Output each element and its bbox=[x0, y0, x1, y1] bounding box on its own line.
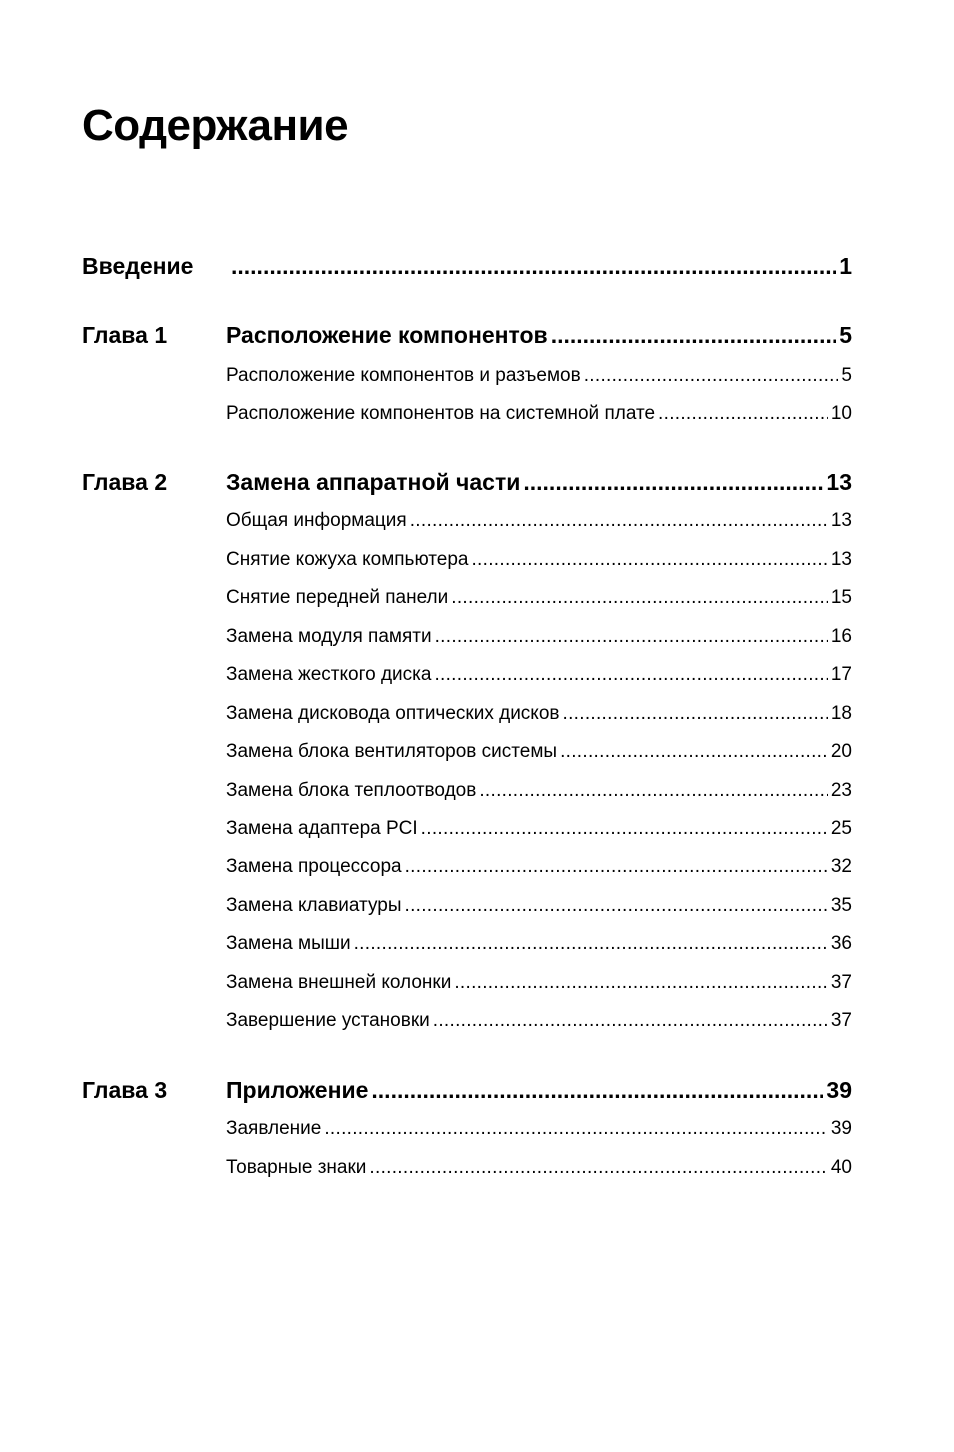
toc-page-number: 32 bbox=[830, 856, 852, 877]
toc-page-number: 40 bbox=[830, 1157, 852, 1178]
toc-chapter-title: Приложение bbox=[226, 1077, 369, 1103]
toc-chapter-entry[interactable] bbox=[226, 467, 852, 497]
toc-section-title: Расположение компонентов и разъемов bbox=[226, 365, 581, 386]
toc-section-entry[interactable] bbox=[226, 778, 852, 804]
toc-section-entry[interactable] bbox=[226, 701, 852, 727]
toc-entry-intro[interactable] bbox=[231, 251, 852, 281]
toc-section-entry[interactable] bbox=[226, 363, 852, 389]
toc-section-title: Замена блока вентиляторов системы bbox=[226, 741, 558, 762]
toc-page-number: 39 bbox=[826, 1077, 852, 1103]
toc-page-number: 5 bbox=[841, 365, 852, 386]
toc-page-number: 17 bbox=[830, 664, 852, 685]
dot-leader bbox=[404, 893, 827, 919]
toc-section-entry[interactable] bbox=[226, 893, 852, 919]
dot-leader bbox=[369, 1155, 827, 1181]
toc-page-number: 25 bbox=[830, 818, 852, 839]
page-title: Содержание bbox=[82, 101, 349, 150]
toc-section-title: Замена мыши bbox=[226, 933, 351, 954]
toc-chapter-entry[interactable] bbox=[226, 320, 852, 350]
toc-page-number: 23 bbox=[830, 780, 852, 801]
chapter-label: Глава 3 bbox=[82, 1077, 168, 1103]
toc-page-number: 15 bbox=[830, 587, 852, 608]
toc-section-title: Расположение компонентов на системной плате bbox=[226, 403, 656, 424]
toc-section-entry[interactable] bbox=[226, 401, 852, 427]
dot-leader bbox=[454, 970, 828, 996]
intro-label: Введение bbox=[82, 253, 194, 279]
toc-section-entry[interactable] bbox=[226, 1155, 852, 1181]
dot-leader bbox=[354, 931, 828, 957]
toc-section-title: Замена клавиатуры bbox=[226, 895, 402, 916]
dot-leader bbox=[523, 467, 823, 497]
toc-page-number: 13 bbox=[830, 549, 852, 570]
toc-section-entry[interactable] bbox=[226, 547, 852, 573]
toc-page-number: 13 bbox=[826, 469, 852, 495]
toc-section-entry[interactable] bbox=[226, 1116, 852, 1142]
toc-section-title: Замена жесткого диска bbox=[226, 664, 432, 685]
toc-page-number: 1 bbox=[839, 253, 852, 279]
dot-leader bbox=[563, 701, 828, 727]
toc-section-entry[interactable] bbox=[226, 854, 852, 880]
dot-leader bbox=[410, 508, 828, 534]
toc-chapter-title: Расположение компонентов bbox=[226, 322, 548, 348]
toc-section-title: Снятие передней панели bbox=[226, 587, 449, 608]
chapter-label: Глава 1 bbox=[82, 322, 168, 348]
toc-section-entry[interactable] bbox=[226, 970, 852, 996]
dot-leader bbox=[560, 739, 828, 765]
toc-chapter-title: Замена аппаратной части bbox=[226, 469, 521, 495]
toc-section-title: Заявление bbox=[226, 1118, 322, 1139]
toc-section-entry[interactable] bbox=[226, 624, 852, 650]
dot-leader bbox=[479, 778, 828, 804]
toc-page-number: 35 bbox=[830, 895, 852, 916]
toc-section-title: Общая информация bbox=[226, 510, 407, 531]
dot-leader bbox=[371, 1075, 823, 1105]
toc-page-number: 13 bbox=[830, 510, 852, 531]
toc-section-entry[interactable] bbox=[226, 585, 852, 611]
dot-leader bbox=[405, 854, 828, 880]
dot-leader bbox=[421, 816, 828, 842]
dot-leader bbox=[471, 547, 827, 573]
dot-leader bbox=[433, 1008, 828, 1034]
toc-page-number: 37 bbox=[830, 972, 852, 993]
dot-leader bbox=[435, 624, 828, 650]
toc-section-entry[interactable] bbox=[226, 1008, 852, 1034]
dot-leader bbox=[434, 662, 827, 688]
toc-section-entry[interactable] bbox=[226, 931, 852, 957]
toc-section-title: Замена модуля памяти bbox=[226, 626, 432, 647]
toc-page-number: 5 bbox=[839, 322, 852, 348]
toc-section-title: Замена блока теплоотводов bbox=[226, 780, 477, 801]
toc-section-title: Замена процессора bbox=[226, 856, 402, 877]
toc-section-title: Замена адаптера PCI bbox=[226, 818, 418, 839]
dot-leader bbox=[451, 585, 828, 611]
toc-page-number: 16 bbox=[830, 626, 852, 647]
toc-section-entry[interactable] bbox=[226, 662, 852, 688]
dot-leader bbox=[231, 251, 836, 281]
dot-leader bbox=[324, 1116, 828, 1142]
toc-section-entry[interactable] bbox=[226, 816, 852, 842]
dot-leader bbox=[584, 363, 839, 389]
toc-page-number: 20 bbox=[830, 741, 852, 762]
toc-page-number: 18 bbox=[830, 703, 852, 724]
toc-chapter-entry[interactable] bbox=[226, 1075, 852, 1105]
toc-section-title: Снятие кожуха компьютера bbox=[226, 549, 469, 570]
dot-leader bbox=[551, 320, 837, 350]
toc-page-number: 10 bbox=[830, 403, 852, 424]
toc-section-title: Замена дисковода оптических дисков bbox=[226, 703, 560, 724]
toc-section-title: Замена внешней колонки bbox=[226, 972, 452, 993]
dot-leader bbox=[658, 401, 828, 427]
toc-section-entry[interactable] bbox=[226, 739, 852, 765]
toc-page-number: 37 bbox=[830, 1010, 852, 1031]
toc-section-title: Завершение установки bbox=[226, 1010, 430, 1031]
toc-page-number: 36 bbox=[830, 933, 852, 954]
chapter-label: Глава 2 bbox=[82, 469, 168, 495]
toc-page-number: 39 bbox=[830, 1118, 852, 1139]
toc-section-entry[interactable] bbox=[226, 508, 852, 534]
toc-section-title: Товарные знаки bbox=[226, 1157, 367, 1178]
